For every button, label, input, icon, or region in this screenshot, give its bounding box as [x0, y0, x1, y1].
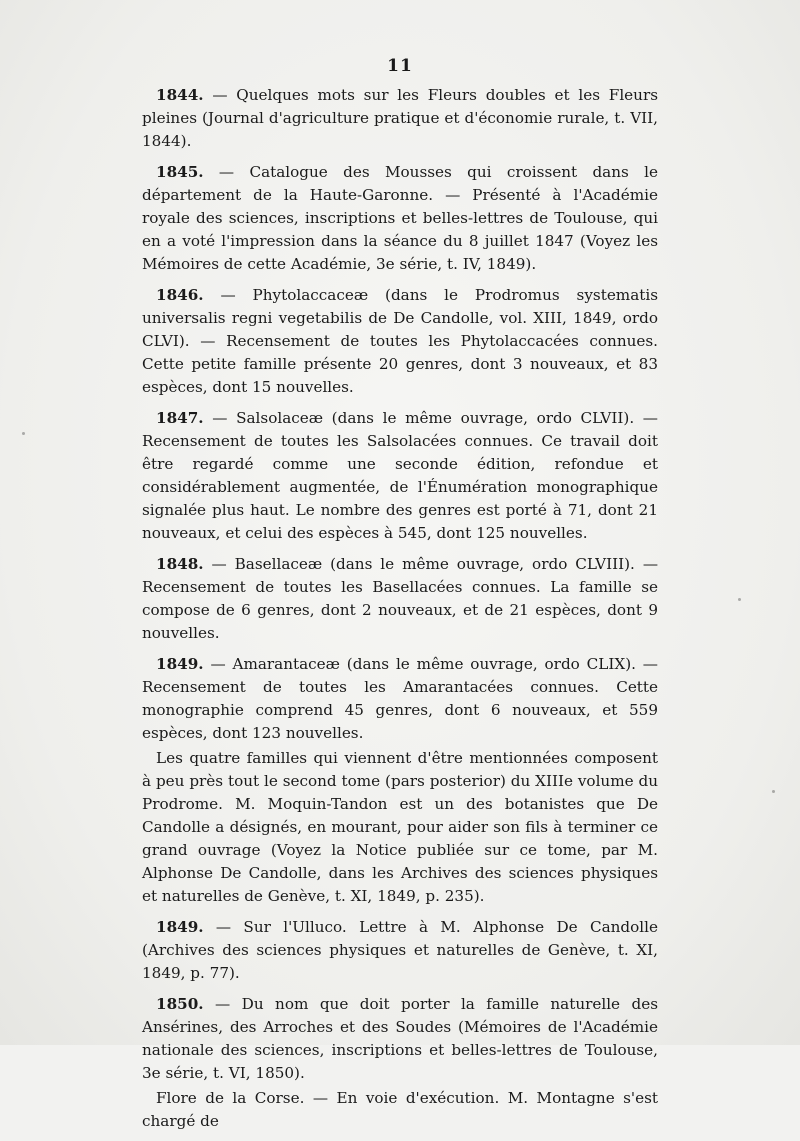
speck	[22, 432, 25, 435]
entry-text: — Phytolaccaceæ (dans le Prodromus systematis universalis regni vegetabilis de De Candolle, vol. XIII, 1849, ordo CLVI). — Recensement de toutes les Phytolaccacées connues. Cette petite famille présente 20 genres, dont 3 nouveaux, et 83 espèces, dont 15 nouvelles.	[142, 286, 659, 396]
entry-1847	[142, 407, 658, 545]
entry-year: 1848.	[156, 555, 204, 573]
entry-year: 1845.	[156, 163, 204, 181]
paragraph-four-families	[142, 747, 658, 908]
entry-1850	[142, 993, 658, 1085]
entry-text: — Sur l'Ulluco. Lettre à M. Alphonse De Candolle (Archives des sciences physiques et naturelles de Genève, t. XI, 1849, p. 77).	[142, 918, 658, 982]
entry-1849-amarantaceae	[142, 653, 658, 745]
entry-1848	[142, 553, 658, 645]
entry-1846	[142, 284, 658, 399]
speck	[738, 598, 741, 601]
entry-text: — Du nom que doit porter la famille naturelle des Ansérines, des Arroches et des Soudes (Mémoires de l'Académie nationale des sciences, inscriptions et belles-lettres de Toulouse, 3e série, t. VI, 1850).	[142, 995, 658, 1082]
paragraph-flore-corse	[142, 1087, 658, 1133]
entry-1844	[142, 84, 658, 153]
entry-year: 1849.	[156, 918, 204, 936]
entry-year: 1850.	[156, 995, 204, 1013]
page-number: 11	[387, 56, 413, 76]
entry-year: 1849.	[156, 655, 204, 673]
entry-text: — Amarantaceæ (dans le même ouvrage, ordo CLIX). — Recensement de toutes les Amarantacées connues. Cette monographie comprend 45 genres, dont 6 nouveaux, et 559 espèces, dont 123 nouvelles.	[142, 655, 658, 742]
entry-text: — Catalogue des Mousses qui croissent dans le département de la Haute-Garonne. — Présenté à l'Académie royale des sciences, inscriptions et belles-lettres de Toulouse, qui en a voté l'impression dans la séance du 8 juillet 1847 (Voyez les Mémoires de cette Académie, 3e série, t. IV, 1849).	[142, 163, 659, 273]
speck	[772, 790, 775, 793]
entry-year: 1844.	[156, 86, 204, 104]
entry-text: — Salsolaceæ (dans le même ouvrage, ordo CLVII). — Recensement de toutes les Salsolacées connues. Ce travail doit être regardé comme une seconde édition, refondue et considérablement augmentée, de l'Énumération monographique signalée plus haut. Le nombre des genres est porté à 71, dont 21 nouveaux, et celui des espèces à 545, dont 125 nouvelles.	[142, 409, 658, 542]
entry-text: Flore de la Corse. — En voie d'exécution. M. Montagne s'est chargé de	[142, 1089, 658, 1130]
entry-1849-ulluco	[142, 916, 658, 985]
entry-1845	[142, 161, 658, 276]
entry-year: 1846.	[156, 286, 204, 304]
entry-year: 1847.	[156, 409, 204, 427]
entry-text: — Basellaceæ (dans le même ouvrage, ordo CLVIII). — Recensement de toutes les Basellacées connues. La famille se compose de 6 genres, dont 2 nouveaux, et de 21 espèces, dont 9 nouvelles.	[142, 555, 659, 642]
entry-text: — Quelques mots sur les Fleurs doubles et les Fleurs pleines (Journal d'agriculture pratique et d'économie rurale, t. VII, 1844).	[142, 86, 658, 150]
bibliography-text	[142, 84, 658, 1141]
entry-text: Les quatre familles qui viennent d'être mentionnées composent à peu près tout le second tome (pars posterior) du XIIIe volume du Prodrome. M. Moquin-Tandon est un des botanistes que De Candolle a désignés, en mourant, pour aider son fils à terminer ce grand ouvrage (Voyez la Notice publiée sur ce tome, par M. Alphonse De Candolle, dans les Archives des sciences physiques et naturelles de Genève, t. XI, 1849, p. 235).	[142, 749, 658, 905]
